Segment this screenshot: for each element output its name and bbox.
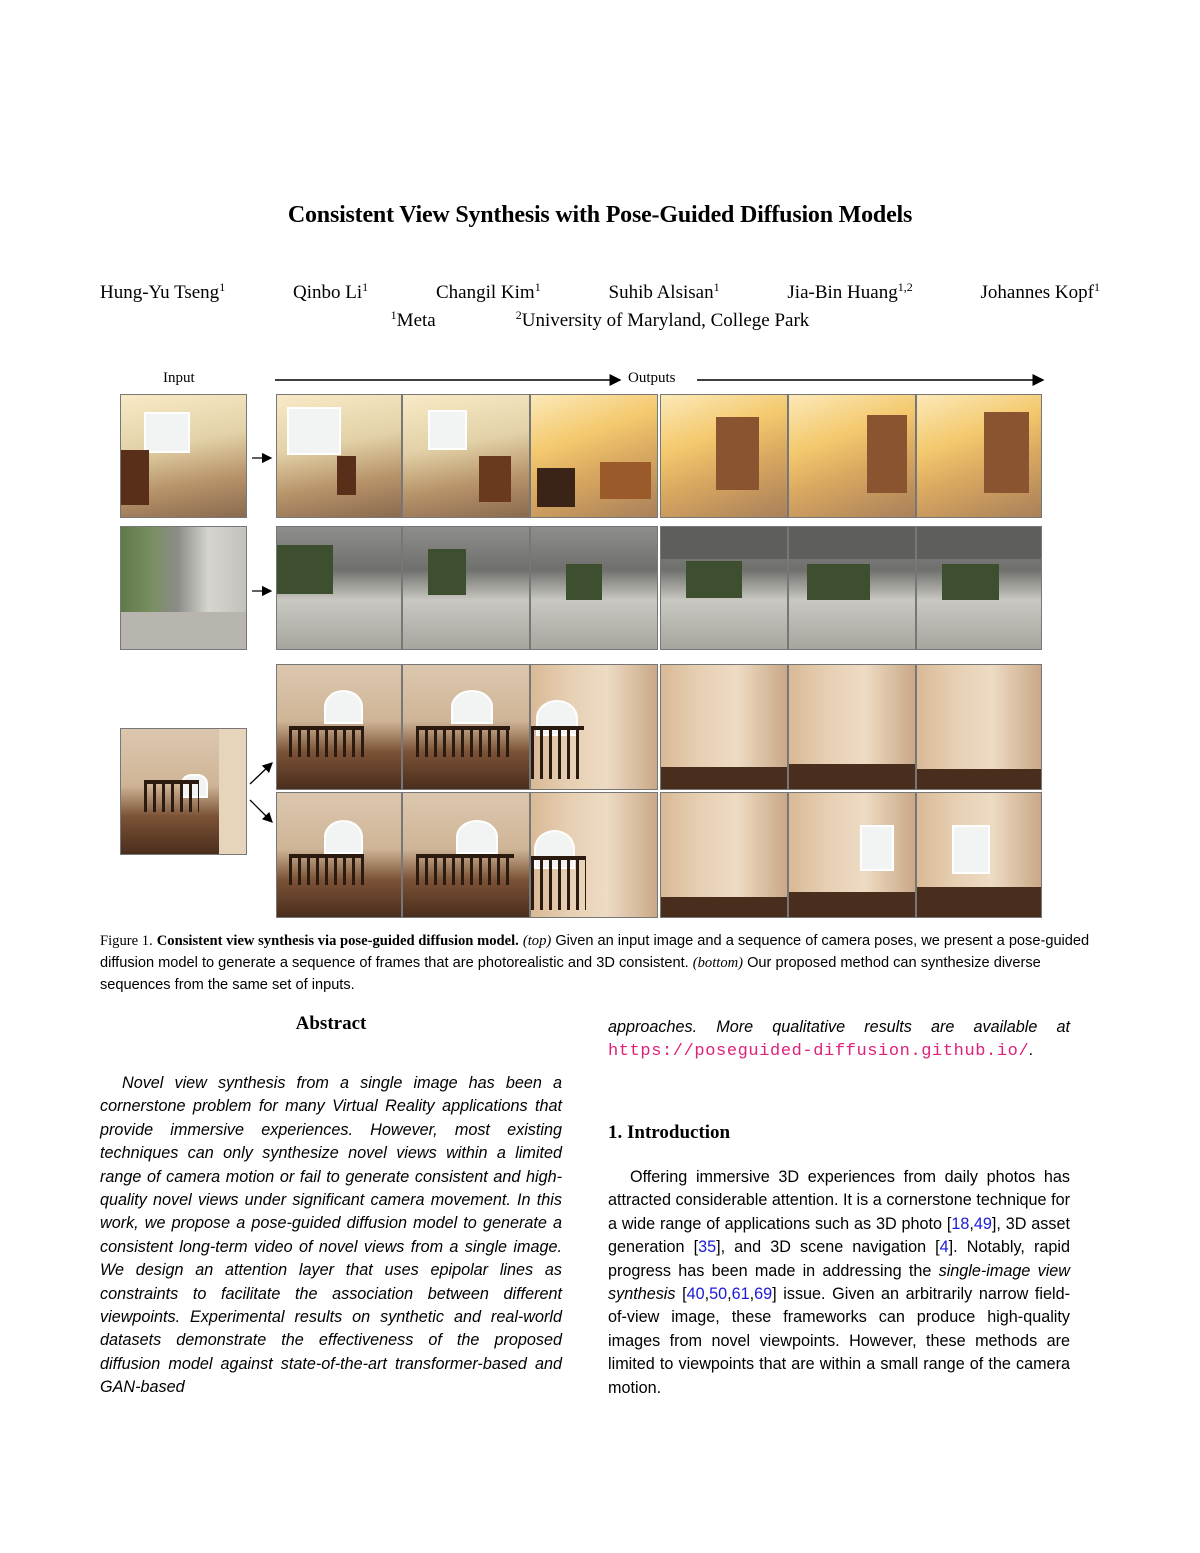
author: Suhib Alsisan$^1$ xyxy=(608,280,720,303)
figure-outputs-label: Outputs xyxy=(628,370,676,386)
citation-link[interactable]: 49 xyxy=(973,1214,992,1233)
output-frame xyxy=(788,664,916,790)
output-frame xyxy=(276,792,402,918)
output-frame xyxy=(788,394,916,518)
output-frame xyxy=(276,664,402,790)
affiliation: $^1$Meta xyxy=(390,308,436,331)
input-image-bedroom xyxy=(120,394,247,518)
author: Jia-Bin Huang$^{1,2}$ xyxy=(787,280,913,303)
input-image-hallway xyxy=(120,728,247,855)
output-frame xyxy=(402,394,530,518)
output-frame xyxy=(916,664,1042,790)
output-frame xyxy=(788,526,916,650)
citation-link[interactable]: 61 xyxy=(731,1285,750,1304)
citation-link[interactable]: 35 xyxy=(698,1238,717,1257)
row3-arrow-up xyxy=(250,763,272,784)
author: Hung-Yu Tseng$^1$ xyxy=(100,280,226,303)
output-frame xyxy=(916,394,1042,518)
output-frame xyxy=(276,526,402,650)
output-frame xyxy=(530,664,658,790)
abstract-text: Novel view synthesis from a single image has been a cornerstone problem for many Virtual Reality applications that provide immersive experiences. However, most existing techniques can only synthesize novel views within a limited range of camera motion or fail to generate consistent and high-quality novel views under significant camera movement. In this work, we propose a pose-guided diffusion model to generate a consistent long-term video of novel views from a single image. We design an attention layer that uses epipolar lines as constraints to facilitate the association between different viewpoints. Experimental results on synthetic and real-world datasets demonstrate the effectiveness of the proposed diffusion model against state-of-the-art transformer-based and GAN-based xyxy=(100,1074,562,1397)
output-frame xyxy=(916,526,1042,650)
output-frame xyxy=(660,664,788,790)
citation-link[interactable]: 18 xyxy=(951,1214,970,1233)
citation-link[interactable]: 4 xyxy=(939,1238,949,1257)
output-frame xyxy=(276,394,402,518)
author: Qinbo Li$^1$ xyxy=(293,280,369,303)
output-frame xyxy=(660,792,788,918)
output-frame xyxy=(916,792,1042,918)
output-frame xyxy=(530,792,658,918)
citation-link[interactable]: 69 xyxy=(754,1285,773,1304)
figure-input-label: Input xyxy=(163,370,195,386)
output-frame xyxy=(788,792,916,918)
output-frame xyxy=(530,526,658,650)
abstract-continued: approaches. More qualitative results are available at https://poseguided-diffusion.github.io/. xyxy=(608,1018,1070,1062)
output-frame xyxy=(402,526,530,650)
section-heading-introduction: 1. Introduction xyxy=(608,1122,731,1143)
project-url-link[interactable]: https://poseguided-diffusion.github.io/ xyxy=(608,1042,1030,1062)
citation-link[interactable]: 40 xyxy=(686,1285,705,1304)
citation-link[interactable]: 50 xyxy=(709,1285,728,1304)
output-frame xyxy=(402,792,530,918)
affiliation: $^2$University of Maryland, College Park xyxy=(515,308,810,331)
output-frame xyxy=(660,526,788,650)
row3-arrow-down xyxy=(250,800,272,822)
output-frame xyxy=(402,664,530,790)
paper-title: Consistent View Synthesis with Pose-Guided Diffusion Models xyxy=(287,202,913,228)
introduction-text: Offering immersive 3D experiences from daily photos has attracted considerable attention. It is a cornerstone technique for a wide range of applications such as 3D photo [18,49], 3D asset generation [35], and 3D scene navigation [4]. Notably, rapid progress has been made in addressing the single-image view synthesis [40,50,61,69] issue. Given an arbitrarily narrow field-of-view image, these frameworks can produce high-quality images from novel viewpoints. However, these methods are limited to viewpoints that are within a small range of the camera motion. xyxy=(608,1168,1070,1397)
output-frame xyxy=(530,394,658,518)
author: Johannes Kopf$^1$ xyxy=(980,280,1100,303)
output-frame xyxy=(660,394,788,518)
abstract-heading: Abstract xyxy=(295,1013,367,1034)
input-image-exterior xyxy=(120,526,247,650)
author: Changil Kim$^1$ xyxy=(435,280,541,303)
figure-caption: Figure 1. Consistent view synthesis via pose-guided diffusion model. (top) Given an input image and a sequence of camera poses, we present a pose-guided diffusion model to generate a sequence of frames that are photorealistic and 3D consistent. (bottom) Our proposed method can synthesize diverse sequences from the same set of inputs. xyxy=(100,933,1090,993)
